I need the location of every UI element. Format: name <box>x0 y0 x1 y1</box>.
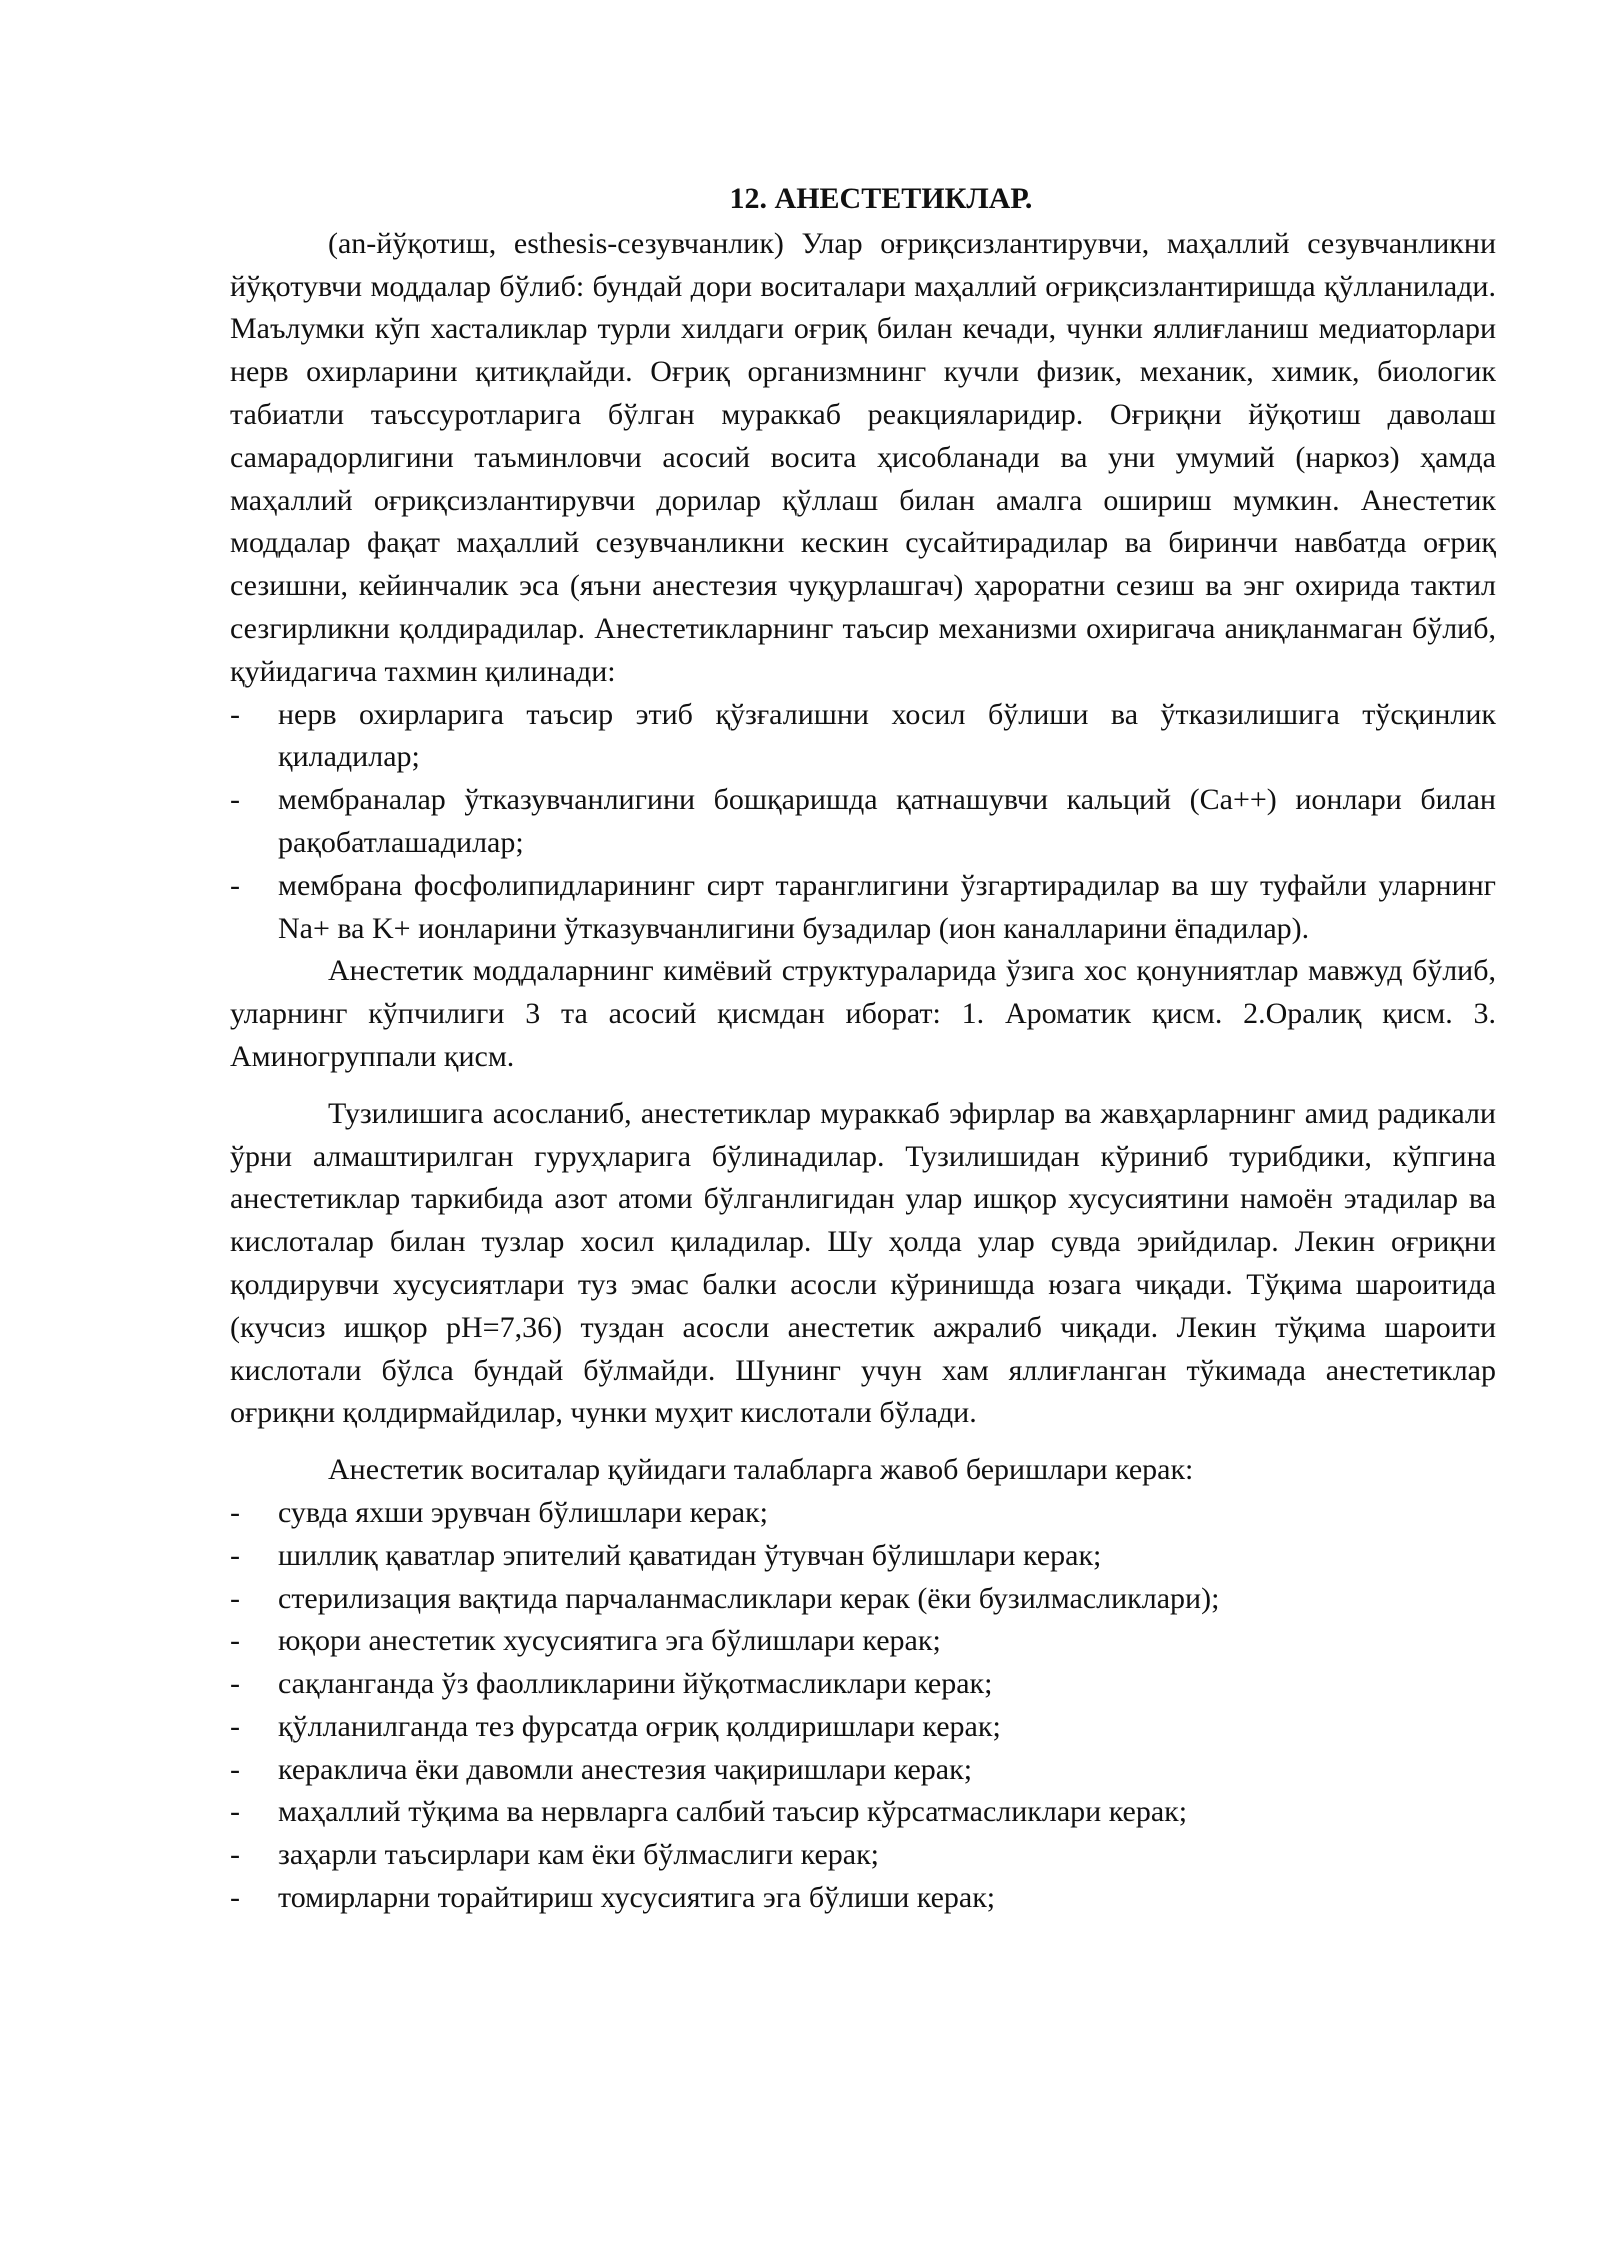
list-item <box>230 1877 1496 1920</box>
list-item-text: сувда яхши эрувчан бўлишлари керак; <box>278 1495 768 1529</box>
list-item-text: маҳаллий тўқима ва нервларга салбий таъсир кўрсатмасликлари керак; <box>278 1795 1188 1829</box>
list-item <box>230 1834 1496 1877</box>
list-item <box>230 1749 1496 1792</box>
list-item <box>230 694 1496 780</box>
document-page <box>230 178 1496 1920</box>
requirements-list <box>230 1492 1496 1920</box>
list-item <box>230 1791 1496 1834</box>
list-item-text: стерилизация вақтида парчаланмасликлари керак (ёки бузилмасликлари); <box>278 1581 1220 1615</box>
bullet-dash: - <box>230 868 240 902</box>
bullet-dash: - <box>230 1752 240 1786</box>
bullet-dash: - <box>230 1838 240 1872</box>
intro-paragraph: (an-йўқотиш, esthesis-сезувчанлик) Улар оғриқсизлантирувчи, маҳаллий сезувчанликни йўқотувчи моддалар бўлиб: бундай дори воситалари маҳаллий оғриқсизлантиришда қўлланилади. Маълумки кўп хасталиклар турли хилдаги оғриқ билан кечади, чунки яллиғланиш медиаторлари нерв охирларини қитиқлайди. Оғриқ организмнинг кучли физик, механик, химик, биологик табиатли таъссуротларига бўлган мураккаб реакцияларидир. Оғриқни йўқотиш даволаш самарадорлигини таъминловчи асосий восита ҳисобланади ва уни умумий (наркоз) ҳамда маҳаллий оғриқсизлантирувчи дорилар қўллаш билан амалга ошириш мумкин. Анестетик моддалар фақат маҳаллий сезувчанликни кескин сусайтирадилар ва биринчи навбатда оғриқ сезишни, кейинчалик эса (яъни анестезия чуқурлашгач) ҳароратни сезиш ва энг охирида тактил сезгирликни қолдирадилар. Анестетикларнинг таъсир механизми охиригача аниқланмаган бўлиб, қуйидагича тахмин қилинади: <box>230 226 1496 688</box>
bullet-dash: - <box>230 1881 240 1915</box>
list-item <box>230 1706 1496 1749</box>
requirements-intro: Анестетик воситалар қуйидаги талабларга жавоб беришлари керак: <box>328 1453 1194 1487</box>
bullet-dash: - <box>230 1581 240 1615</box>
bullet-dash: - <box>230 1624 240 1658</box>
structure-paragraph: Анестетик моддаларнинг кимёвий структураларида ўзига хос қонуниятлар мавжуд бўлиб, уларнинг кўпчилиги 3 та асосий қисмдан иборат: 1. Ароматик қисм. 2.Оралиқ қисм. 3. Аминогруппали қисм. <box>230 954 1496 1073</box>
bullet-dash: - <box>230 1709 240 1743</box>
list-item-text: қўлланилганда тез фурсатда оғриқ қолдиришлари керак; <box>278 1709 1001 1743</box>
bullet-dash: - <box>230 1538 240 1572</box>
list-item-text: мембрана фосфолипидларининг сирт таранглигини ўзгартирадилар ва шу туфайли уларнинг Na+ ва K+ ионларини ўтказувчанлигини бузадилар (ион каналларини ёпадилар). <box>278 868 1496 945</box>
list-item-text: юқори анестетик хусусиятига эга бўлишлари керак; <box>278 1624 941 1658</box>
list-item-text: нерв охирларига таъсир этиб қўзғалишни хосил бўлиши ва ўтказилишига тўсқинлик қиладилар; <box>278 697 1496 774</box>
bullet-dash: - <box>230 1667 240 1701</box>
list-item-text: томирларни торайтириш хусусиятига эга бўлиши керак; <box>278 1881 996 1915</box>
list-item <box>230 865 1496 951</box>
list-item <box>230 1663 1496 1706</box>
list-item <box>230 1620 1496 1663</box>
list-item <box>230 1578 1496 1621</box>
list-item-text: мембраналар ўтказувчанлигини бошқаришда қатнашувчи кальций (Ca++) ионлари билан рақобатлашадилар; <box>278 783 1496 859</box>
list-item-text: заҳарли таъсирлари кам ёки бўлмаслиги керак; <box>278 1838 879 1872</box>
groups-paragraph: Тузилишига асосланиб, анестетиклар мураккаб эфирлар ва жавҳарларнинг амид радикали ўрни алмаштирилган гуруҳларига бўлинадилар. Тузилишидан кўриниб турибдики, кўпгина анестетиклар таркибида азот атоми бўлганлигидан улар ишқор хусусиятини намоён этадилар ва кислоталар билан тузлар хосил қиладилар. Шу ҳолда улар сувда эрийдилар. Лекин оғриқни қолдирувчи хусусиятлари туз эмас балки асосли кўринишда юзага чиқади. Тўқима шароитида (кучсиз ишқор pH=7,36) туздан асосли анестетик ажралиб чиқади. Лекин тўқима шароити кислотали бўлса бундай бўлмайди. Шунинг учун хам яллиғланган тўкимада анестетиклар оғриқни қолдирмайдилар, чунки муҳит кислотали бўлади. <box>230 1096 1496 1430</box>
list-item <box>230 1535 1496 1578</box>
list-item <box>230 1492 1496 1535</box>
bullet-dash: - <box>230 697 240 731</box>
list-item-text: кераклича ёки давомли анестезия чақиришлари керак; <box>278 1752 973 1786</box>
bullet-dash: - <box>230 1495 240 1529</box>
bullet-dash: - <box>230 783 240 817</box>
page-title: 12. АНЕСТЕТИКЛАР. <box>729 182 1033 215</box>
list-item <box>230 779 1496 865</box>
bullet-dash: - <box>230 1795 240 1829</box>
mechanism-list <box>230 694 1496 951</box>
list-item-text: шиллиқ қаватлар эпителий қаватидан ўтувчан бўлишлари керак; <box>278 1538 1102 1572</box>
list-item-text: сақланганда ўз фаолликларини йўқотмасликлари керак; <box>278 1667 993 1701</box>
